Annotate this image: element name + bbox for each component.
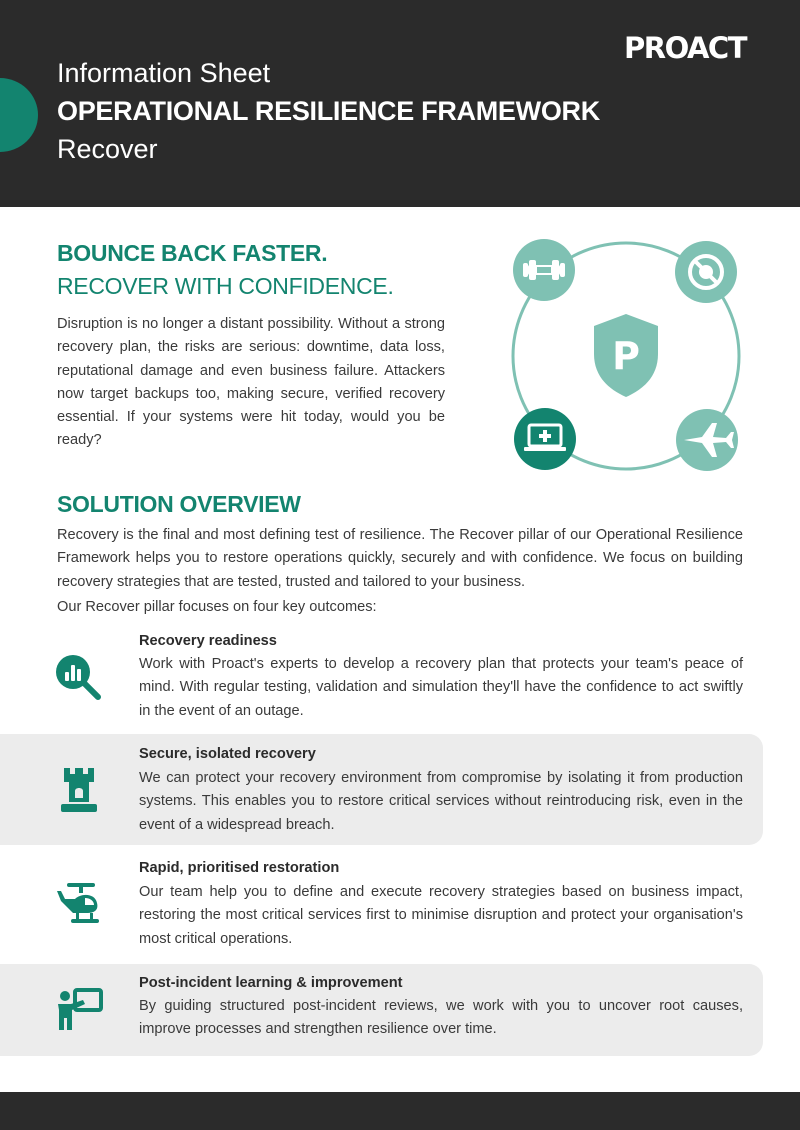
shield-icon — [594, 314, 658, 397]
outcome-text: Work with Proact's experts to develop a recovery plan that protects your team's peace of mind. With regular testing, validation and simulation they'll have the confidence to act swiftly in the event of an outage. — [139, 656, 743, 719]
intro-paragraph: Disruption is no longer a distant possibility. Without a strong recovery plan, the risks are serious: downtime, data loss, reputational damage and even business failure. Attackers now target backups too, making secure, verified recovery essential. If your systems were hit today, would you be ready? — [57, 316, 445, 449]
helicopter-icon — [53, 879, 105, 931]
outcome-rapid-restoration — [0, 849, 763, 959]
pillar-name: Recover — [57, 134, 158, 164]
presenter-board-icon — [53, 984, 105, 1036]
outcome-title: Post-incident learning & improvement — [139, 975, 403, 991]
dumbbell-icon — [513, 239, 575, 301]
outcome-title: Recovery readiness — [139, 633, 277, 649]
sheet-type: Information Sheet — [57, 58, 271, 88]
outcome-text: We can protect your recovery environment from compromise by isolating it from production systems. This enables you to restore critical services without reintroducing risk, even in the event of a widespread breach. — [139, 770, 743, 833]
page-title: OPERATIONAL RESILIENCE FRAMEWORK — [57, 96, 600, 126]
intro-headline-bold: BOUNCE BACK FASTER. — [57, 240, 328, 266]
outcome-post-incident-learning — [0, 964, 763, 1056]
outcome-title: Rapid, prioritised restoration — [139, 860, 340, 876]
intro-headline-light: RECOVER WITH CONFIDENCE. — [57, 273, 394, 299]
outcome-text: Our team help you to define and execute recovery strategies based on business impact, restoring the most critical services first to minimise disruption and protect your organisation's most critical operations. — [139, 884, 743, 947]
laptop-medical-icon — [514, 408, 576, 470]
shield-letter: P — [612, 334, 640, 378]
header-banner — [0, 0, 800, 207]
outcome-secure-isolated-recovery — [0, 734, 763, 845]
solution-paragraph: Recovery is the final and most defining test of resilience. The Recover pillar of our Operational Resilience Framework helps you to restore operations quickly, securely and with confidence. We focus on building recovery strategies that are tested, trusted and tailored to your business. — [57, 527, 743, 590]
outcome-recovery-readiness — [0, 622, 763, 732]
solution-title: SOLUTION OVERVIEW — [57, 491, 301, 517]
header-accent-circle — [0, 78, 38, 152]
footer-bar — [0, 1092, 800, 1130]
outcome-text: By guiding structured post-incident reviews, we work with you to uncover root causes, improve processes and strengthen resilience over time. — [139, 998, 743, 1038]
castle-tower-icon — [53, 764, 105, 816]
chart-search-icon — [53, 652, 105, 704]
framework-graphic — [506, 236, 746, 476]
solution-lead: Our Recover pillar focuses on four key outcomes: — [57, 599, 377, 615]
outcome-title: Secure, isolated recovery — [139, 746, 316, 762]
no-virus-icon — [675, 241, 737, 303]
jet-icon — [676, 409, 738, 471]
proact-logo: PROACT — [624, 31, 746, 65]
